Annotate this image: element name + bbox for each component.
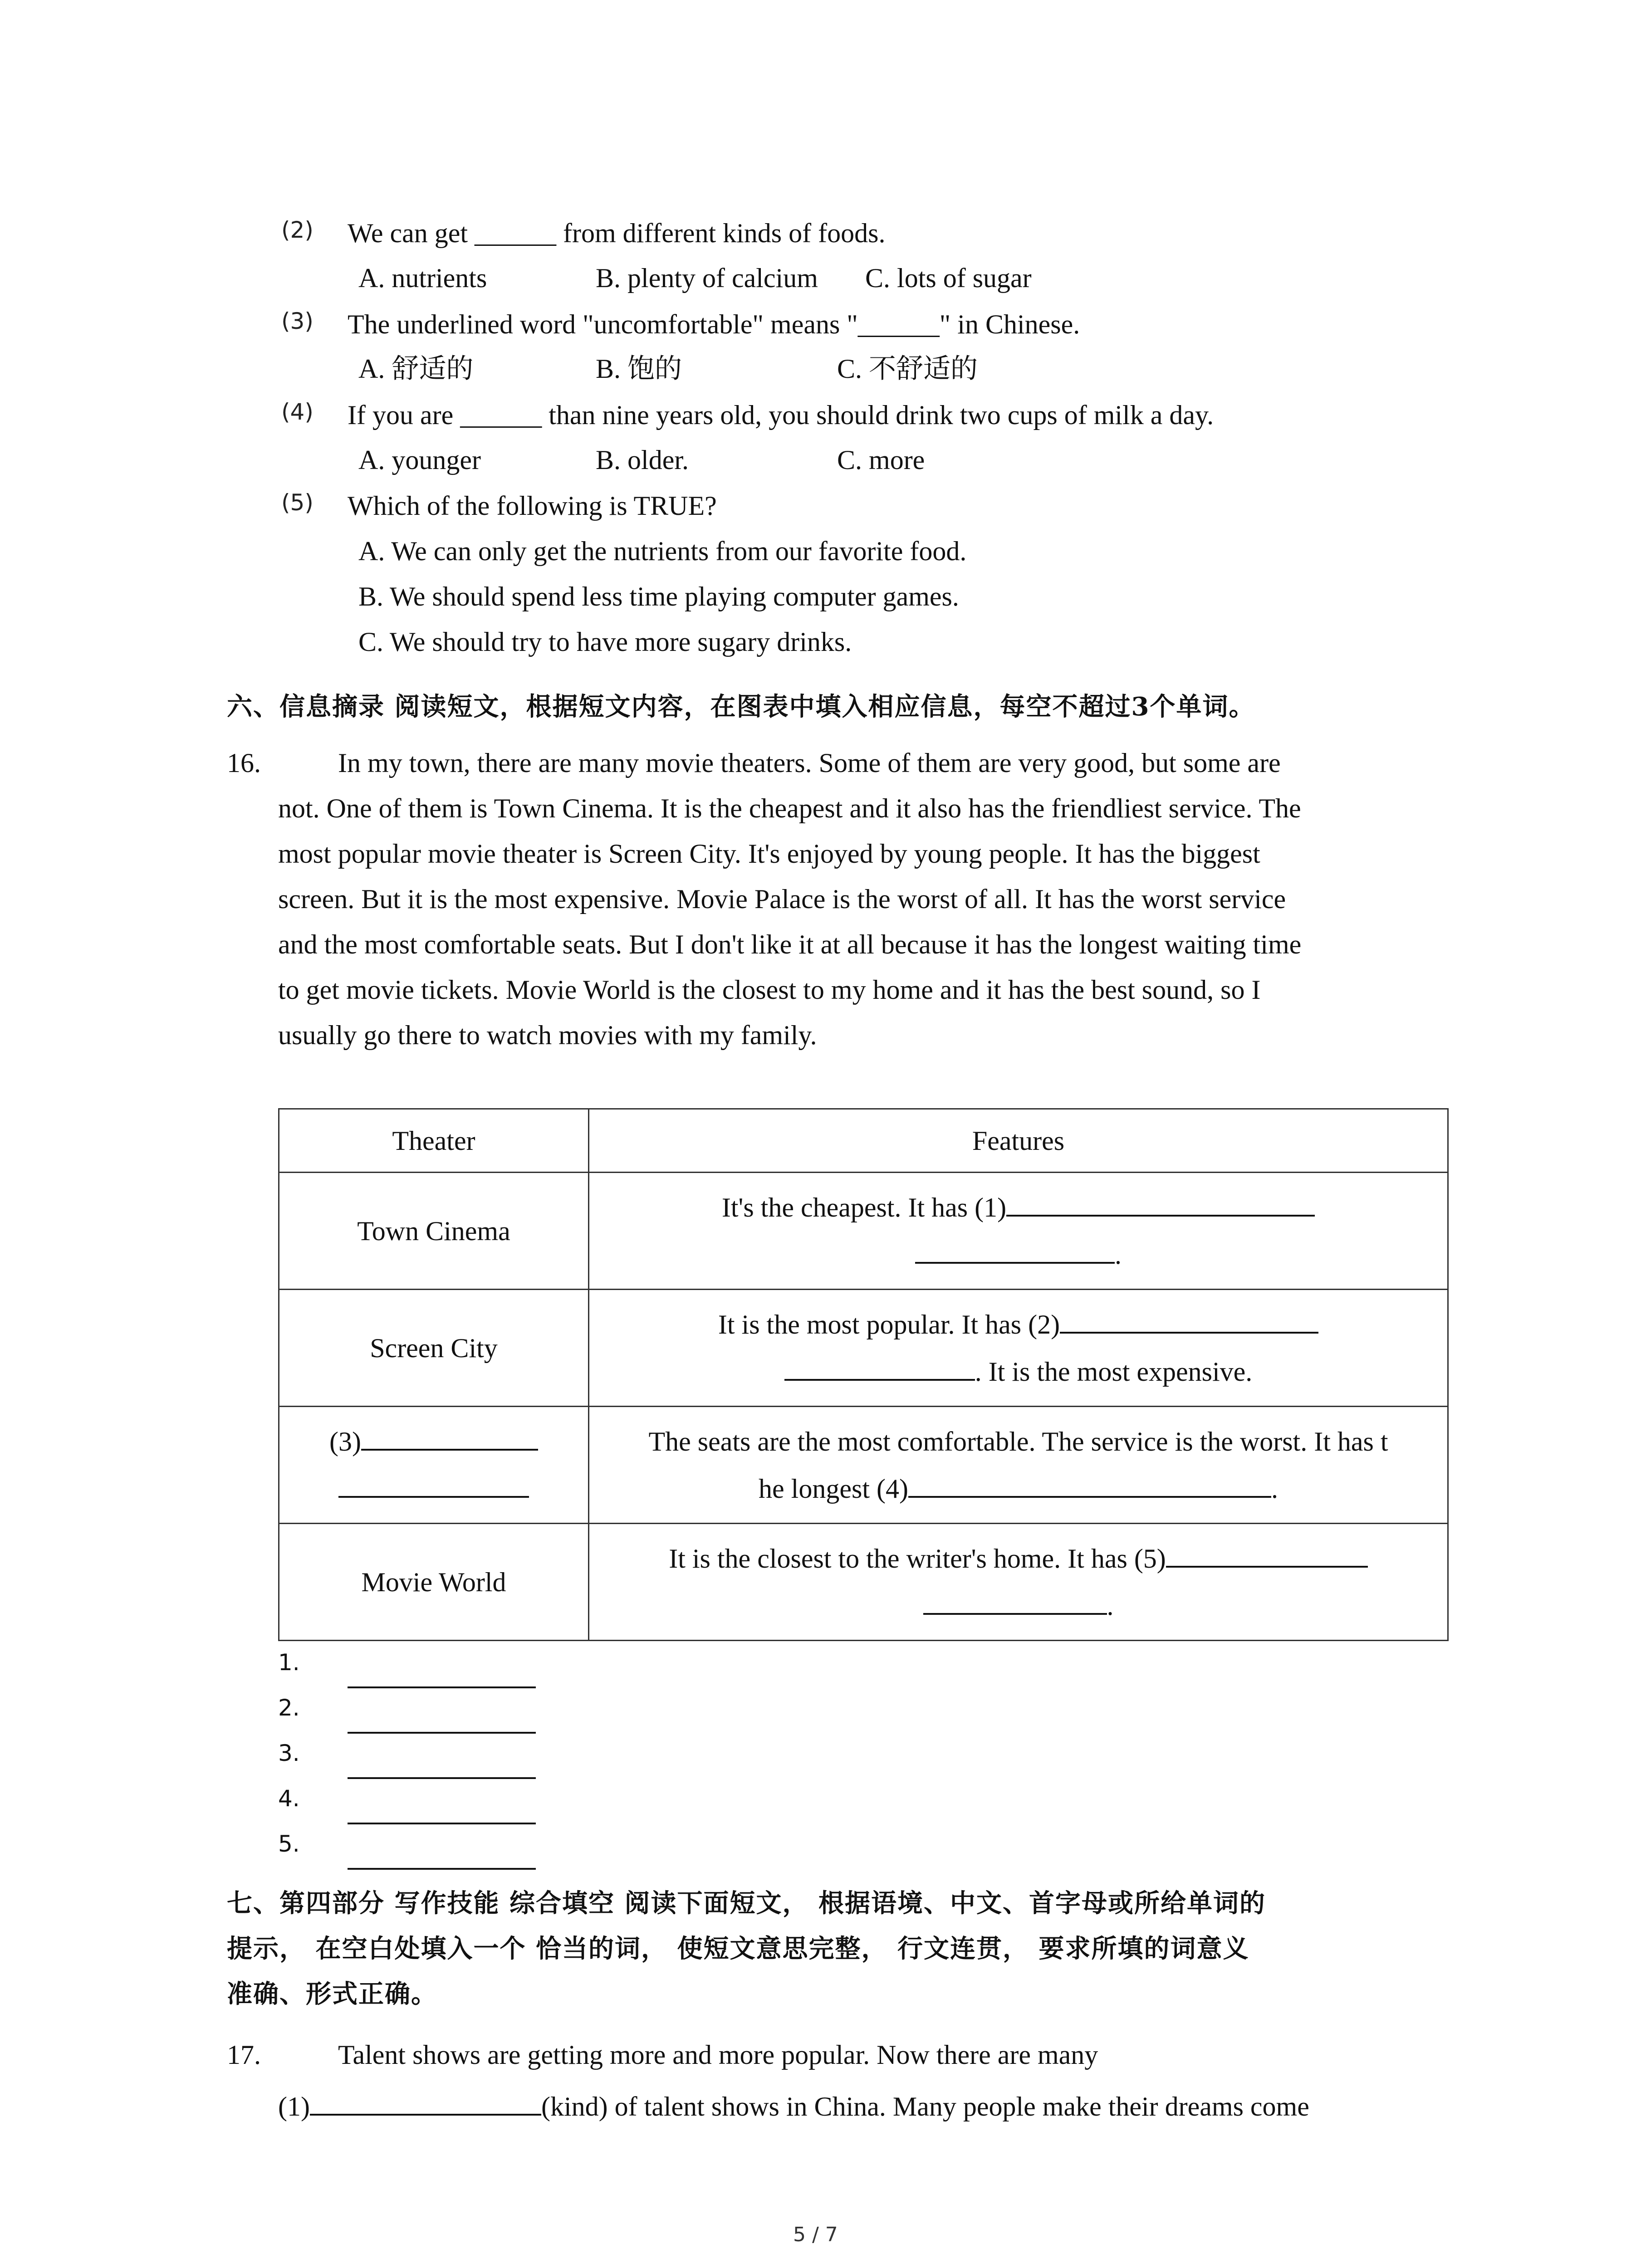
feature-5-text: It is the closest to the writer's home. It has (5) xyxy=(669,1543,1166,1574)
q15-item-5-number: (5) xyxy=(281,489,314,516)
answer-number-2: 2. xyxy=(278,1695,300,1721)
feature-4-text: he longest (4) xyxy=(759,1473,908,1504)
feature-4-end: . xyxy=(1271,1473,1278,1504)
q15-item-4-number: (4) xyxy=(281,399,314,425)
q15-item-5-stem: Which of the following is TRUE? xyxy=(348,491,717,521)
table-row-screen-city xyxy=(279,1290,1448,1407)
features-cell-town-cinema xyxy=(589,1173,1448,1290)
q15-item-5-option-b: B. We should spend less time playing computer games. xyxy=(358,582,959,611)
q15-item-4-option-c: C. more xyxy=(837,445,925,475)
q15-item-3-stem: The underlined word "uncomfortable" means "______" in Chinese. xyxy=(348,309,1080,339)
theater-cell-movie-world: Movie World xyxy=(279,1524,589,1641)
q15-item-3-option-a: A. 舒适的 xyxy=(358,354,474,384)
table-header-features: Features xyxy=(589,1109,1448,1173)
answer-blank-2-continued[interactable] xyxy=(784,1355,975,1381)
answer-blank-2[interactable] xyxy=(1060,1308,1318,1334)
q15-item-4-option-a: A. younger xyxy=(358,445,481,475)
section-7-heading-line-1: 七、第四部分 写作技能 综合填空 阅读下面短文， 根据语境、中文、首字母或所给单词的 xyxy=(227,1888,1266,1918)
answer-blank-1[interactable] xyxy=(1006,1191,1315,1217)
theater-cell-blank-3 xyxy=(279,1407,589,1524)
q15-item-2-option-c: C. lots of sugar xyxy=(865,263,1032,293)
feature-1-text: It's the cheapest. It has (1) xyxy=(721,1192,1007,1222)
answer-blank-5[interactable] xyxy=(1166,1542,1368,1568)
features-cell-movie-palace xyxy=(589,1407,1448,1524)
theater-3-label: (3) xyxy=(329,1426,361,1457)
q15-item-2-number: (2) xyxy=(281,217,314,243)
section-6-heading: 六、信息摘录 阅读短文，根据短文内容，在图表中填入相应信息，每空不超过3个单词。 xyxy=(227,692,1255,722)
answer-blank-4[interactable] xyxy=(908,1472,1271,1498)
answer-blank-5-continued[interactable] xyxy=(923,1589,1107,1615)
q16-passage-line-6: to get movie tickets. Movie World is the closest to my home and it has the best sound, so I xyxy=(278,975,1261,1005)
q16-passage-line-7: usually go there to watch movies with my family. xyxy=(278,1020,817,1050)
q17-answer-blank-1[interactable] xyxy=(310,2090,541,2116)
q16-passage-line-5: and the most comfortable seats. But I don't like it at all because it has the longest waiting time xyxy=(278,929,1302,959)
table-row-movie-world xyxy=(279,1524,1448,1641)
section-7-heading-line-2: 提示， 在空白处填入一个 恰当的词， 使短文意思完整， 行文连贯， 要求所填的词意义 xyxy=(227,1934,1249,1964)
features-cell-movie-world xyxy=(589,1524,1448,1641)
theater-features-table xyxy=(278,1108,1449,1641)
table-header-theater: Theater xyxy=(279,1109,589,1173)
answer-number-3: 3. xyxy=(278,1740,300,1766)
feature-5-end: . xyxy=(1107,1590,1114,1621)
q16-passage-line-2: not. One of them is Town Cinema. It is the cheapest and it also has the friendliest service. The xyxy=(278,793,1301,823)
answer-blank-1-continued[interactable] xyxy=(915,1238,1115,1264)
q15-item-5-option-c: C. We should try to have more sugary drinks. xyxy=(358,627,852,657)
answer-line-2[interactable] xyxy=(348,1732,536,1734)
q17-line-2-rest: (kind) of talent shows in China. Many people make their dreams come xyxy=(541,2092,1309,2121)
feature-2-text: It is the most popular. It has (2) xyxy=(718,1309,1060,1339)
q15-item-3-option-b: B. 饱的 xyxy=(596,354,682,384)
q16-number: 16. xyxy=(227,748,261,778)
q15-item-2-stem: We can get ______ from different kinds of foods. xyxy=(348,218,886,248)
answer-line-4[interactable] xyxy=(348,1823,536,1824)
answer-number-4: 4. xyxy=(278,1785,300,1812)
feature-3-text: The seats are the most comfortable. The service is the worst. It has t xyxy=(648,1426,1388,1457)
section-7-heading-line-3: 准确、形式正确。 xyxy=(227,1979,437,2009)
table-row-movie-palace xyxy=(279,1407,1448,1524)
q15-item-3-number: (3) xyxy=(281,308,314,334)
q17-number: 17. xyxy=(227,2040,261,2070)
answer-blank-3[interactable] xyxy=(361,1425,538,1451)
q16-passage-line-3: most popular movie theater is Screen City. It's enjoyed by young people. It has the biggest xyxy=(278,839,1260,869)
q17-line-1: Talent shows are getting more and more popular. Now there are many xyxy=(338,2040,1098,2070)
q15-item-5-option-a: A. We can only get the nutrients from our favorite food. xyxy=(358,536,967,566)
q15-item-2-option-b: B. plenty of calcium xyxy=(596,263,818,293)
q15-item-2-option-a: A. nutrients xyxy=(358,263,487,293)
q16-passage-line-4: screen. But it is the most expensive. Movie Palace is the worst of all. It has the worst service xyxy=(278,884,1286,914)
theater-cell-town-cinema: Town Cinema xyxy=(279,1173,589,1290)
q16-passage-line-1: In my town, there are many movie theaters. Some of them are very good, but some are xyxy=(338,748,1281,778)
answer-number-1: 1. xyxy=(278,1649,300,1676)
q17-line-2 xyxy=(278,2090,1309,2120)
table-header-row xyxy=(279,1109,1448,1173)
feature-2-end: . It is the most expensive. xyxy=(975,1356,1253,1387)
q15-item-3-option-c: C. 不舒适的 xyxy=(837,354,978,384)
table-row-town-cinema xyxy=(279,1173,1448,1290)
features-cell-screen-city xyxy=(589,1290,1448,1407)
page-number: 5 / 7 xyxy=(793,2223,838,2246)
answer-number-5: 5. xyxy=(278,1831,300,1857)
q15-item-4-stem: If you are ______ than nine years old, you should drink two cups of milk a day. xyxy=(348,400,1214,430)
q17-blank-1-label: (1) xyxy=(278,2092,310,2121)
answer-blank-3-continued[interactable] xyxy=(338,1472,529,1498)
answer-line-5[interactable] xyxy=(348,1868,536,1870)
q15-item-4-option-b: B. older. xyxy=(596,445,689,475)
theater-cell-screen-city: Screen City xyxy=(279,1290,589,1407)
answer-line-3[interactable] xyxy=(348,1777,536,1779)
feature-1-end: . xyxy=(1115,1239,1122,1270)
answer-line-1[interactable] xyxy=(348,1686,536,1688)
